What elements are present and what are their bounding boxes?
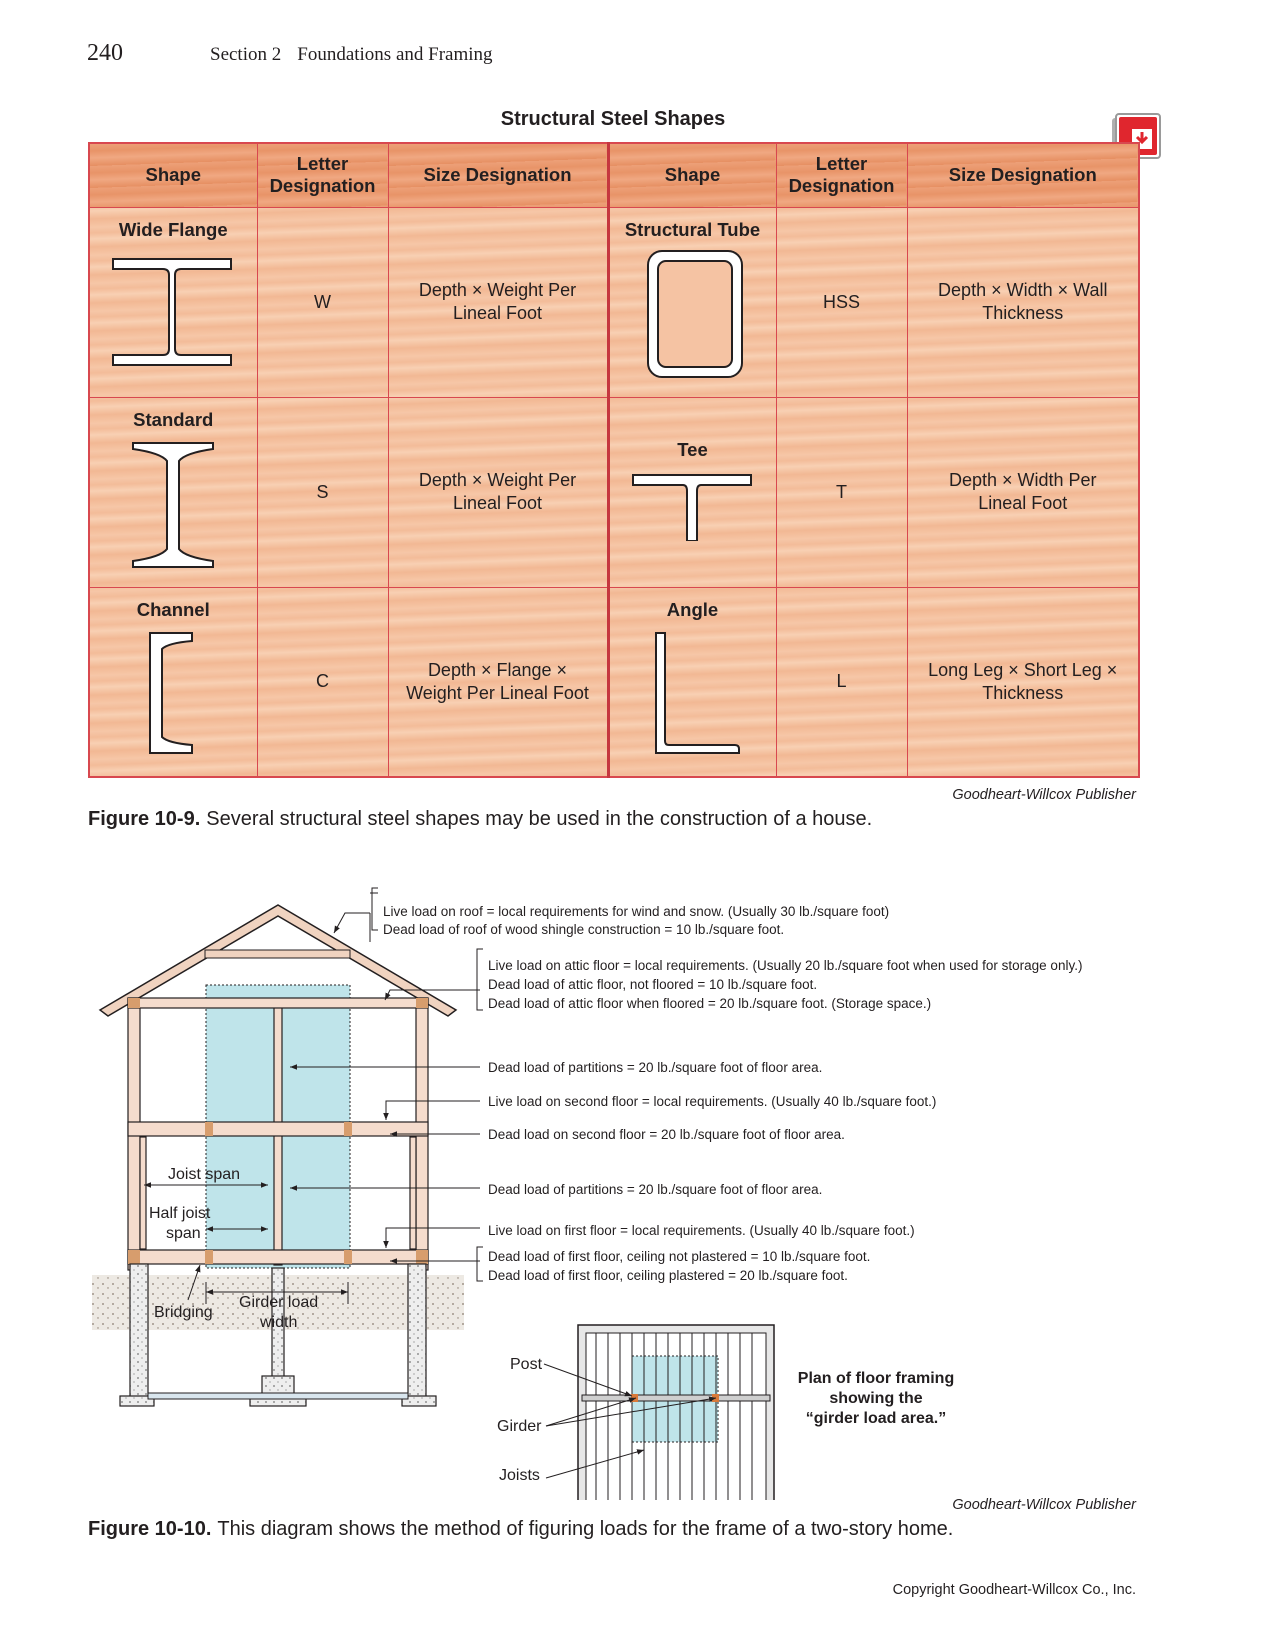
size-line: Thickness bbox=[982, 682, 1064, 703]
size-cell bbox=[388, 207, 608, 397]
size-line: Lineal Foot bbox=[452, 303, 543, 323]
size-line: Depth × Flange × bbox=[427, 659, 568, 680]
letter-cell: W bbox=[257, 207, 388, 397]
attic-floored-dead-load-label: Dead load of attic floor when floored = 20 lb./square foot. (Storage space.) bbox=[488, 996, 932, 1011]
shape-name: Channel bbox=[136, 598, 210, 620]
figure-label: Figure 10-10. bbox=[88, 1518, 212, 1540]
section-title: Foundations and Framing bbox=[297, 44, 493, 65]
second-floor-dead-load-label: Dead load on second floor = 20 lb./square foot of floor area. bbox=[488, 1127, 845, 1142]
table-row bbox=[89, 207, 1139, 397]
bridging-label: Bridging bbox=[154, 1304, 213, 1321]
girder-load-label: Girder load bbox=[239, 1294, 319, 1311]
figure-caption bbox=[88, 1518, 953, 1541]
section-number: Section 2 bbox=[210, 44, 282, 65]
upper-partitions-label: Dead load of partitions = 20 lb./square foot of floor area. bbox=[488, 1060, 823, 1075]
shape-name: Angle bbox=[666, 598, 719, 620]
size-line: Depth × Weight Per bbox=[418, 280, 577, 300]
shape-cell bbox=[89, 587, 257, 777]
plan-caption-line1: Plan of floor framing bbox=[797, 1370, 955, 1387]
table-title: Structural Steel Shapes bbox=[500, 108, 726, 130]
size-line: Depth × Weight Per bbox=[418, 470, 577, 490]
structural-steel-table bbox=[88, 142, 1140, 778]
size-cell bbox=[907, 397, 1139, 587]
col-letter: Letter Designation bbox=[776, 143, 907, 207]
diagram-credit: Goodheart-Willcox Publisher bbox=[952, 1497, 1136, 1513]
shape-name: Structural Tube bbox=[624, 218, 761, 240]
post-label: Post bbox=[510, 1356, 543, 1373]
copyright-notice: Copyright Goodheart-Willcox Co., Inc. bbox=[892, 1582, 1136, 1598]
size-line: Thickness bbox=[982, 303, 1064, 323]
figure-text: Several structural steel shapes may be used in the construction of a house. bbox=[206, 808, 873, 830]
roof-live-load-label: Live load on roof = local requirements for wind and snow. (Usually 30 lb./square foot) bbox=[383, 904, 890, 919]
letter-cell: HSS bbox=[776, 207, 907, 397]
size-line: Depth × Width × Wall bbox=[938, 280, 1108, 300]
table-row bbox=[89, 587, 1139, 777]
shape-cell bbox=[608, 207, 776, 397]
shape-name: Standard bbox=[133, 408, 214, 430]
size-line: Lineal Foot bbox=[978, 493, 1068, 513]
half-joist-label: Half joist bbox=[149, 1205, 211, 1222]
structural-tube-shape-icon bbox=[628, 241, 758, 381]
attic-live-load-label: Live load on attic floor = local requirements. (Usually 20 lb./square foot when used for storage only.) bbox=[488, 958, 1083, 973]
col-size: Size Designation bbox=[907, 143, 1139, 207]
figure-caption bbox=[88, 808, 872, 831]
second-floor-live-load-label: Live load on second floor = local requirements. (Usually 40 lb./square foot.) bbox=[488, 1094, 937, 1109]
col-letter: Letter Designation bbox=[257, 143, 388, 207]
house-load-diagram bbox=[0, 880, 1274, 1500]
shape-cell bbox=[608, 587, 776, 777]
half-joist-span-label: span bbox=[166, 1225, 201, 1242]
size-line: Long Leg × Short Leg × bbox=[928, 659, 1118, 680]
plan-caption-line3: “girder load area.” bbox=[805, 1410, 947, 1427]
attic-dead-load-label: Dead load of attic floor, not floored = 10 lb./square foot. bbox=[488, 977, 818, 992]
size-cell bbox=[907, 587, 1139, 777]
first-floor-live-load-label: Live load on first floor = local requirements. (Usually 40 lb./square foot.) bbox=[488, 1223, 915, 1238]
size-line: Depth × Width Per bbox=[948, 470, 1097, 490]
size-cell bbox=[388, 587, 608, 777]
col-size: Size Designation bbox=[388, 143, 608, 207]
figure-text: This diagram shows the method of figuring loads for the frame of a two-story home. bbox=[217, 1518, 954, 1540]
page-number: 240 bbox=[87, 40, 123, 66]
figure-label: Figure 10-9. bbox=[88, 808, 201, 830]
shape-name: Wide Flange bbox=[118, 218, 228, 240]
shape-cell bbox=[89, 207, 257, 397]
joist-span-label: Joist span bbox=[168, 1166, 241, 1183]
size-cell bbox=[907, 207, 1139, 397]
first-floor-unplastered-label: Dead load of first floor, ceiling not plastered = 10 lb./square foot. bbox=[488, 1249, 871, 1264]
shape-cell bbox=[89, 397, 257, 587]
plan-caption-line2: showing the bbox=[829, 1390, 923, 1407]
angle-shape-icon bbox=[628, 621, 758, 761]
lower-partitions-label: Dead load of partitions = 20 lb./square foot of floor area. bbox=[488, 1182, 823, 1197]
first-floor-plastered-label: Dead load of first floor, ceiling plastered = 20 lb./square foot. bbox=[488, 1268, 848, 1283]
letter-cell: L bbox=[776, 587, 907, 777]
letter-cell: S bbox=[257, 397, 388, 587]
shape-name: Tee bbox=[677, 438, 708, 460]
size-line: Weight Per Lineal Foot bbox=[406, 682, 589, 703]
letter-cell: T bbox=[776, 397, 907, 587]
size-cell bbox=[388, 397, 608, 587]
table-credit: Goodheart-Willcox Publisher bbox=[952, 787, 1136, 803]
table-row bbox=[89, 397, 1139, 587]
size-line: Lineal Foot bbox=[452, 493, 543, 513]
channel-shape-icon bbox=[108, 621, 238, 761]
table-header-row bbox=[89, 143, 1139, 207]
joists-label: Joists bbox=[499, 1467, 540, 1484]
col-shape: Shape bbox=[608, 143, 776, 207]
tee-shape-icon bbox=[628, 461, 758, 541]
letter-cell: C bbox=[257, 587, 388, 777]
running-header bbox=[210, 44, 493, 66]
floor-plan-inset bbox=[578, 1325, 774, 1500]
shape-cell bbox=[608, 397, 776, 587]
girder-label: Girder bbox=[497, 1418, 542, 1435]
col-shape: Shape bbox=[89, 143, 257, 207]
roof-dead-load-label: Dead load of roof of wood shingle construction = 10 lb./square foot. bbox=[383, 922, 785, 937]
girder-load-width-label: width bbox=[260, 1314, 298, 1331]
standard-beam-shape-icon bbox=[108, 431, 238, 571]
wide-flange-shape-icon bbox=[108, 241, 238, 381]
